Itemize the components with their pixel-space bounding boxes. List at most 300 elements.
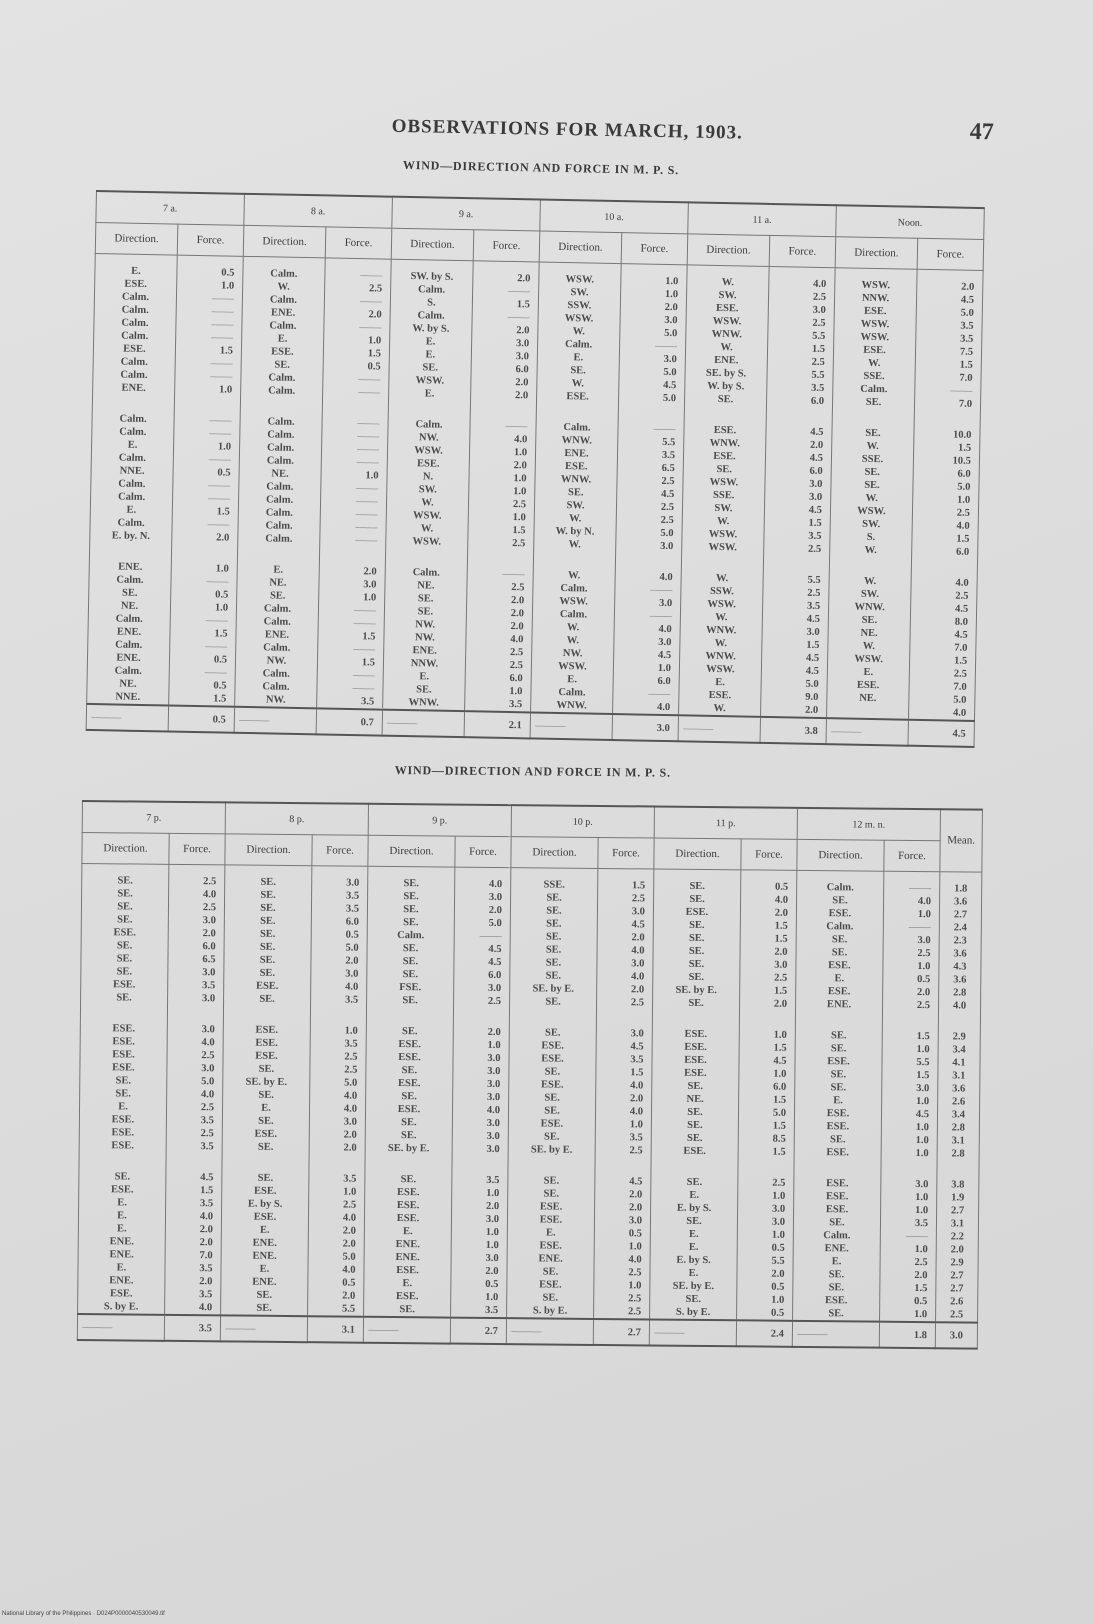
force-cell: 5.0 [960, 307, 974, 319]
force-cell: 3.5 [199, 1289, 213, 1301]
direction-cell: SE. [864, 479, 880, 492]
force-blank: --------- [949, 385, 973, 397]
force-column [594, 868, 654, 1319]
force-cell: 1.0 [512, 512, 526, 524]
force-cell: 8.0 [954, 616, 968, 628]
force-cell: 1.5 [959, 359, 973, 371]
force-cell: 4.0 [659, 571, 673, 584]
direction-cell: SE. [114, 1171, 131, 1183]
force-cell: 2.5 [200, 1102, 215, 1114]
direction-cell: W. [865, 492, 878, 505]
direction-cell: SE. [117, 914, 133, 926]
daily-mean-cell: 2.6 [950, 1296, 964, 1308]
force-cell: 3.0 [201, 1024, 215, 1036]
force-cell: 2.5 [342, 1199, 357, 1211]
direction-cell: ENE. [116, 652, 141, 664]
force-cell: 3.5 [345, 890, 360, 902]
direction-cell: ESE. [255, 1024, 279, 1036]
daily-mean-cell: 1.9 [951, 1192, 965, 1204]
force-cell: 3.5 [344, 994, 359, 1006]
direction-cell: SE. [828, 1282, 845, 1294]
force-cell: 0.5 [775, 881, 789, 893]
mean-blank: ------------ [234, 707, 316, 735]
direction-cell: ESE. [856, 679, 880, 692]
force-cell: 1.0 [362, 592, 377, 604]
direction-cell: ENE. [826, 999, 852, 1011]
force-cell: 4.5 [657, 649, 672, 662]
force-cell: 2.5 [812, 291, 827, 304]
direction-cell: SE. [686, 1176, 703, 1188]
force-column [908, 269, 983, 721]
group-gap [224, 1005, 310, 1024]
direction-header: Direction. [368, 835, 455, 867]
force-cell: 4.5 [200, 1172, 214, 1184]
direction-cell: ESE. [124, 278, 148, 290]
force-column [308, 866, 368, 1317]
period-header: Noon. [836, 205, 985, 239]
direction-cell: WSW. [565, 274, 595, 286]
direction-cell: SE. [416, 684, 432, 696]
direction-cell: SE. [403, 891, 419, 903]
direction-cell: SE. [258, 1063, 275, 1075]
force-cell: 3.0 [658, 597, 673, 610]
force-blank: --------- [359, 296, 383, 308]
direction-cell: Calm. [114, 665, 142, 677]
force-blank: --------- [353, 618, 376, 630]
direction-cell: W. [566, 622, 580, 634]
force-cell: 6.0 [509, 673, 523, 685]
mean-blank: ------------ [678, 715, 760, 743]
direction-cell: SE. [567, 487, 584, 499]
direction-cell: WNW. [709, 437, 740, 450]
group-gap [616, 552, 673, 571]
direction-cell: SW. by S. [410, 271, 454, 283]
force-header: Force. [769, 235, 836, 267]
group-gap [682, 553, 763, 573]
force-cell: 5.0 [662, 392, 677, 405]
direction-cell: SE. [864, 466, 881, 479]
direction-cell: ENE. [109, 1275, 134, 1287]
direction-cell: ESE. [713, 424, 737, 437]
direction-cell: Calm. [120, 369, 148, 382]
force-cell: 1.0 [771, 1294, 785, 1306]
direction-cell: NE. [417, 580, 435, 592]
force-cell: 3.5 [484, 1304, 499, 1317]
force-cell: 1.0 [915, 1192, 929, 1204]
force-cell: 5.0 [488, 917, 502, 930]
daily-mean-cell: 4.0 [952, 1000, 967, 1012]
direction-cell: SE. [687, 1119, 703, 1131]
daily-mean-cell: 4.3 [953, 961, 967, 973]
group-gap [833, 408, 914, 428]
force-blank: --------- [358, 322, 382, 334]
direction-cell: E. [126, 504, 137, 516]
direction-cell: SSE. [543, 879, 565, 891]
direction-cell: SE. [716, 463, 733, 476]
force-cell: 2.5 [512, 499, 527, 511]
daily-mean-cell: 2.7 [950, 1205, 965, 1217]
direction-cell: SE. [269, 590, 286, 602]
force-blank: --------- [507, 285, 531, 298]
force-cell: 5.5 [662, 436, 676, 449]
group-gap [508, 1156, 594, 1175]
direction-cell: ESE. [397, 1078, 421, 1090]
direction-cell: FSE. [399, 982, 422, 994]
direction-cell: WSW. [707, 598, 737, 611]
group-gap [309, 1154, 356, 1172]
direction-cell: WSW. [412, 536, 442, 548]
force-cell: 2.0 [628, 1202, 643, 1214]
force-column [317, 258, 392, 710]
direction-cell: ESE. [684, 1041, 707, 1054]
force-cell: 3.5 [343, 1173, 357, 1185]
force-header: Force. [598, 837, 654, 869]
direction-cell: WSW. [860, 318, 890, 331]
direction-cell: SE. [115, 1075, 132, 1087]
direction-cell: N. [422, 471, 434, 483]
mean-blank: ------------ [77, 1314, 164, 1341]
force-cell: 3.5 [200, 1141, 214, 1153]
direction-cell: SE. [831, 934, 848, 946]
direction-cell: SE. [274, 359, 291, 371]
force-cell: 3.0 [486, 1117, 500, 1130]
direction-cell: E. [688, 1241, 699, 1253]
force-cell: 1.0 [771, 1229, 785, 1241]
force-cell: 4.5 [960, 294, 975, 306]
force-blank: --------- [356, 457, 379, 469]
direction-column [383, 259, 474, 711]
force-cell: 3.5 [960, 333, 974, 345]
group-gap [740, 1010, 787, 1028]
force-cell: 4.0 [774, 894, 789, 906]
direction-cell: ENE. [395, 1252, 420, 1264]
direction-column [235, 256, 326, 708]
force-cell: 0.5 [771, 1242, 785, 1254]
direction-cell: ESE. [111, 1114, 135, 1126]
direction-cell: SE. [546, 905, 562, 917]
force-cell: 4.0 [631, 971, 645, 983]
direction-cell: Calm. [268, 385, 296, 397]
table-caption: WIND—DIRECTION AND FORCE IN M. P. S. [402, 157, 680, 178]
direction-cell: SW. [860, 588, 879, 601]
force-cell: 1.0 [487, 1039, 501, 1052]
force-blank: --------- [210, 332, 234, 344]
period-mean-value: 2.7 [593, 1319, 649, 1346]
group-gap [796, 1011, 882, 1030]
force-blank: --------- [357, 374, 381, 386]
direction-cell: E. [833, 1095, 844, 1107]
direction-cell: SE. [545, 931, 562, 943]
force-cell: 1.0 [772, 1190, 786, 1202]
force-cell: 2.0 [517, 273, 531, 285]
direction-cell: WNW. [854, 601, 885, 614]
force-blank: --------- [354, 522, 378, 534]
force-cell: 4.0 [343, 1090, 358, 1102]
direction-cell: SE. [257, 1141, 274, 1153]
direction-cell: SE. [402, 1026, 418, 1038]
force-cell: 3.0 [486, 1091, 501, 1104]
force-blank: --------- [507, 311, 530, 324]
force-blank: --------- [211, 306, 234, 318]
force-cell: 1.0 [215, 563, 229, 575]
direction-cell: Calm. [263, 616, 291, 628]
force-cell: 3.0 [515, 351, 529, 363]
force-header: Force. [741, 839, 797, 871]
force-cell: 4.0 [200, 1089, 215, 1101]
direction-cell: E. [688, 1228, 699, 1240]
force-cell: 1.0 [217, 441, 232, 453]
mean-blank: ------------ [506, 1318, 593, 1345]
force-cell: 4.5 [488, 956, 502, 969]
direction-cell: W. [571, 378, 585, 390]
mean-blank: ------------ [382, 710, 464, 738]
daily-mean-cell: 3.6 [953, 974, 967, 986]
group-gap [79, 1152, 165, 1171]
force-cell: 4.0 [630, 1080, 644, 1092]
force-cell: 7.0 [959, 372, 973, 384]
direction-cell: SE. by S. [705, 367, 747, 380]
force-cell: 2.0 [343, 1142, 357, 1154]
direction-cell: WSW. [712, 315, 742, 328]
force-cell: 0.5 [771, 1281, 785, 1293]
force-header: Force. [169, 833, 225, 865]
direction-cell: ESE. [396, 1265, 419, 1277]
direction-cell: WNW. [408, 697, 439, 709]
direction-cell: ESE. [685, 906, 709, 919]
force-cell: 4.0 [955, 577, 969, 589]
force-cell: 2.5 [627, 1306, 642, 1318]
force-cell: 1.0 [214, 602, 229, 614]
force-cell: 1.0 [628, 1241, 642, 1253]
period-mean-value: 2.7 [450, 1318, 506, 1345]
direction-cell: SE. by E. [675, 984, 717, 997]
force-cell: 2.0 [199, 1224, 213, 1236]
direction-cell: W. [277, 281, 290, 293]
force-cell: 9.0 [805, 691, 819, 703]
direction-cell: WSW. [861, 279, 891, 292]
direction-cell: Calm. [117, 491, 146, 503]
direction-cell: SE. [402, 995, 418, 1007]
direction-cell: SE. [830, 1043, 847, 1055]
group-gap [241, 397, 322, 417]
direction-cell: ESE. [271, 346, 294, 358]
force-cell: 4.0 [514, 434, 528, 446]
force-column [737, 870, 797, 1321]
force-cell: 4.0 [342, 1212, 357, 1224]
force-cell: 2.0 [961, 281, 975, 293]
force-cell: 5.0 [660, 527, 674, 540]
direction-cell: E. [424, 388, 435, 400]
direction-cell: SE. [829, 1134, 846, 1146]
direction-cell: E. [277, 333, 288, 345]
group-gap [175, 396, 232, 415]
direction-cell: ESE. [396, 1213, 420, 1225]
direction-cell: ESE. [863, 344, 886, 357]
force-cell: 6.0 [515, 364, 529, 376]
direction-cell: SE. [417, 593, 434, 605]
force-cell: 1.0 [365, 470, 379, 482]
force-blank: --------- [204, 667, 227, 679]
force-cell: 3.0 [202, 915, 216, 927]
direction-cell: Calm. [563, 422, 591, 434]
force-cell: 2.5 [487, 995, 502, 1008]
force-cell: 1.5 [213, 693, 227, 705]
group-gap [881, 1160, 928, 1178]
direction-cell: Calm. [397, 930, 425, 942]
evening-wind-section [77, 763, 983, 1350]
force-cell: 2.5 [660, 514, 674, 527]
force-cell: 2.5 [914, 1257, 928, 1269]
force-cell: 0.5 [914, 1296, 928, 1308]
force-blank: --------- [205, 576, 229, 588]
force-cell: 1.0 [917, 909, 931, 921]
force-cell: 3.0 [663, 353, 677, 366]
force-cell: 1.5 [774, 933, 788, 945]
force-cell: 1.0 [513, 473, 527, 485]
direction-cell: W. [717, 515, 730, 528]
direction-cell: NW. [266, 655, 287, 667]
direction-cell: SSE. [861, 453, 884, 466]
force-cell: 3.0 [345, 968, 359, 980]
force-cell: 4.0 [658, 623, 672, 636]
group-gap [471, 401, 528, 420]
direction-cell: SE. [117, 875, 134, 887]
force-cell: 2.0 [216, 532, 230, 544]
direction-cell: ESE. [826, 1121, 850, 1133]
force-header: Force. [325, 227, 392, 259]
page-title: OBSERVATIONS FOR MARCH, 1903. [391, 115, 744, 144]
force-cell: 2.0 [343, 1129, 357, 1141]
force-cell: 4.5 [488, 943, 502, 956]
direction-cell: Calm. [117, 517, 145, 529]
direction-cell: SE. [688, 958, 705, 970]
direction-cell: ESE. [255, 980, 279, 992]
force-cell: 2.5 [811, 356, 825, 369]
force-cell: 1.0 [915, 1096, 930, 1108]
direction-cell: SE. [544, 1105, 560, 1117]
direction-cell: W. by N. [555, 525, 595, 538]
force-cell: 2.0 [773, 998, 788, 1010]
force-cell: 4.5 [630, 1041, 644, 1053]
force-cell: 7.0 [958, 398, 973, 410]
group-gap [883, 1012, 930, 1030]
direction-cell: W. [567, 570, 581, 582]
direction-cell: SSW. [709, 585, 734, 598]
force-cell: 1.5 [916, 1070, 930, 1082]
force-cell: 0.5 [770, 1307, 785, 1319]
force-cell: 3.0 [363, 579, 377, 591]
direction-cell: SE. [256, 1302, 272, 1314]
direction-cell: ENE. [118, 561, 143, 573]
direction-column [679, 265, 770, 717]
direction-cell: ESE. [395, 1291, 419, 1303]
period-header: 7 a. [96, 191, 245, 225]
force-blank: --------- [207, 480, 231, 492]
direction-cell: E. [127, 439, 138, 451]
group-gap [320, 546, 377, 565]
force-cell: 2.0 [342, 1290, 356, 1302]
direction-cell: ENE. [824, 1243, 849, 1255]
force-blank: --------- [354, 535, 378, 547]
force-cell: 2.5 [630, 997, 645, 1009]
force-cell: 2.0 [771, 1268, 785, 1280]
daily-mean-cell: 1.8 [954, 883, 968, 895]
direction-cell: SE. [401, 1065, 418, 1077]
force-cell: 3.5 [806, 600, 821, 612]
direction-cell: W. [569, 513, 582, 525]
force-cell: 2.0 [774, 907, 788, 919]
force-column [165, 864, 225, 1315]
direction-cell: E. [117, 1210, 127, 1222]
group-gap [794, 1159, 880, 1178]
direction-cell: SE. [121, 587, 138, 599]
direction-cell: ESE. [715, 302, 739, 315]
direction-cell: E. [117, 1223, 127, 1235]
direction-cell: S. by E. [675, 1306, 711, 1319]
force-cell: 1.0 [343, 1186, 357, 1198]
force-cell: 5.5 [811, 369, 825, 382]
direction-cell: Calm. [860, 383, 888, 396]
force-cell: 2.5 [916, 1000, 931, 1012]
direction-cell: ESE. [112, 1062, 135, 1074]
force-cell: 4.5 [954, 603, 969, 615]
direction-cell: ESE. [684, 1028, 708, 1041]
direction-cell: SE. [117, 901, 133, 913]
direction-cell: SE. [545, 996, 561, 1008]
group-gap [389, 400, 470, 420]
direction-cell: SE. [828, 1308, 844, 1320]
force-cell: 2.0 [515, 377, 529, 389]
force-cell: 4.0 [956, 520, 970, 532]
force-cell: 2.5 [201, 1050, 215, 1062]
force-cell: 4.0 [342, 1264, 356, 1276]
direction-cell: ESE. [112, 1036, 135, 1048]
group-gap [452, 1156, 499, 1174]
direction-cell: SE. [259, 928, 276, 940]
force-blank: --------- [652, 423, 676, 436]
direction-cell: ESE. [828, 908, 852, 920]
direction-cell: SE. [402, 969, 419, 981]
force-cell: 5.5 [916, 1057, 930, 1069]
force-blank: --------- [357, 387, 381, 399]
force-cell: 6.0 [810, 395, 825, 408]
direction-cell: NE. [686, 1093, 704, 1105]
direction-cell: SSE. [863, 370, 885, 383]
direction-cell: ESE. [113, 927, 137, 939]
observations-row [87, 253, 983, 720]
observations-row [78, 864, 982, 1323]
force-cell: 3.0 [660, 540, 674, 553]
force-cell: 5.0 [345, 942, 359, 954]
force-cell: 1.5 [216, 506, 230, 518]
direction-cell: ENE. [264, 629, 290, 641]
mean-blank: ------------ [826, 718, 908, 746]
group-gap [238, 545, 319, 565]
direction-cell: NW. [265, 694, 286, 706]
daily-mean-cell: 2.9 [952, 1031, 966, 1043]
direction-cell: SE. [829, 1217, 845, 1229]
force-cell: 5.0 [953, 694, 967, 706]
force-cell: 2.5 [953, 668, 967, 680]
force-cell: 1.0 [485, 1291, 499, 1304]
force-cell: 2.0 [368, 309, 382, 321]
direction-header: Direction. [225, 834, 312, 866]
direction-cell: ESE. [828, 960, 851, 972]
period-mean-value: 0.5 [168, 705, 234, 732]
force-cell: 0.5 [221, 267, 235, 279]
force-cell: 2.0 [513, 460, 527, 472]
force-cell: 2.0 [914, 1270, 928, 1282]
